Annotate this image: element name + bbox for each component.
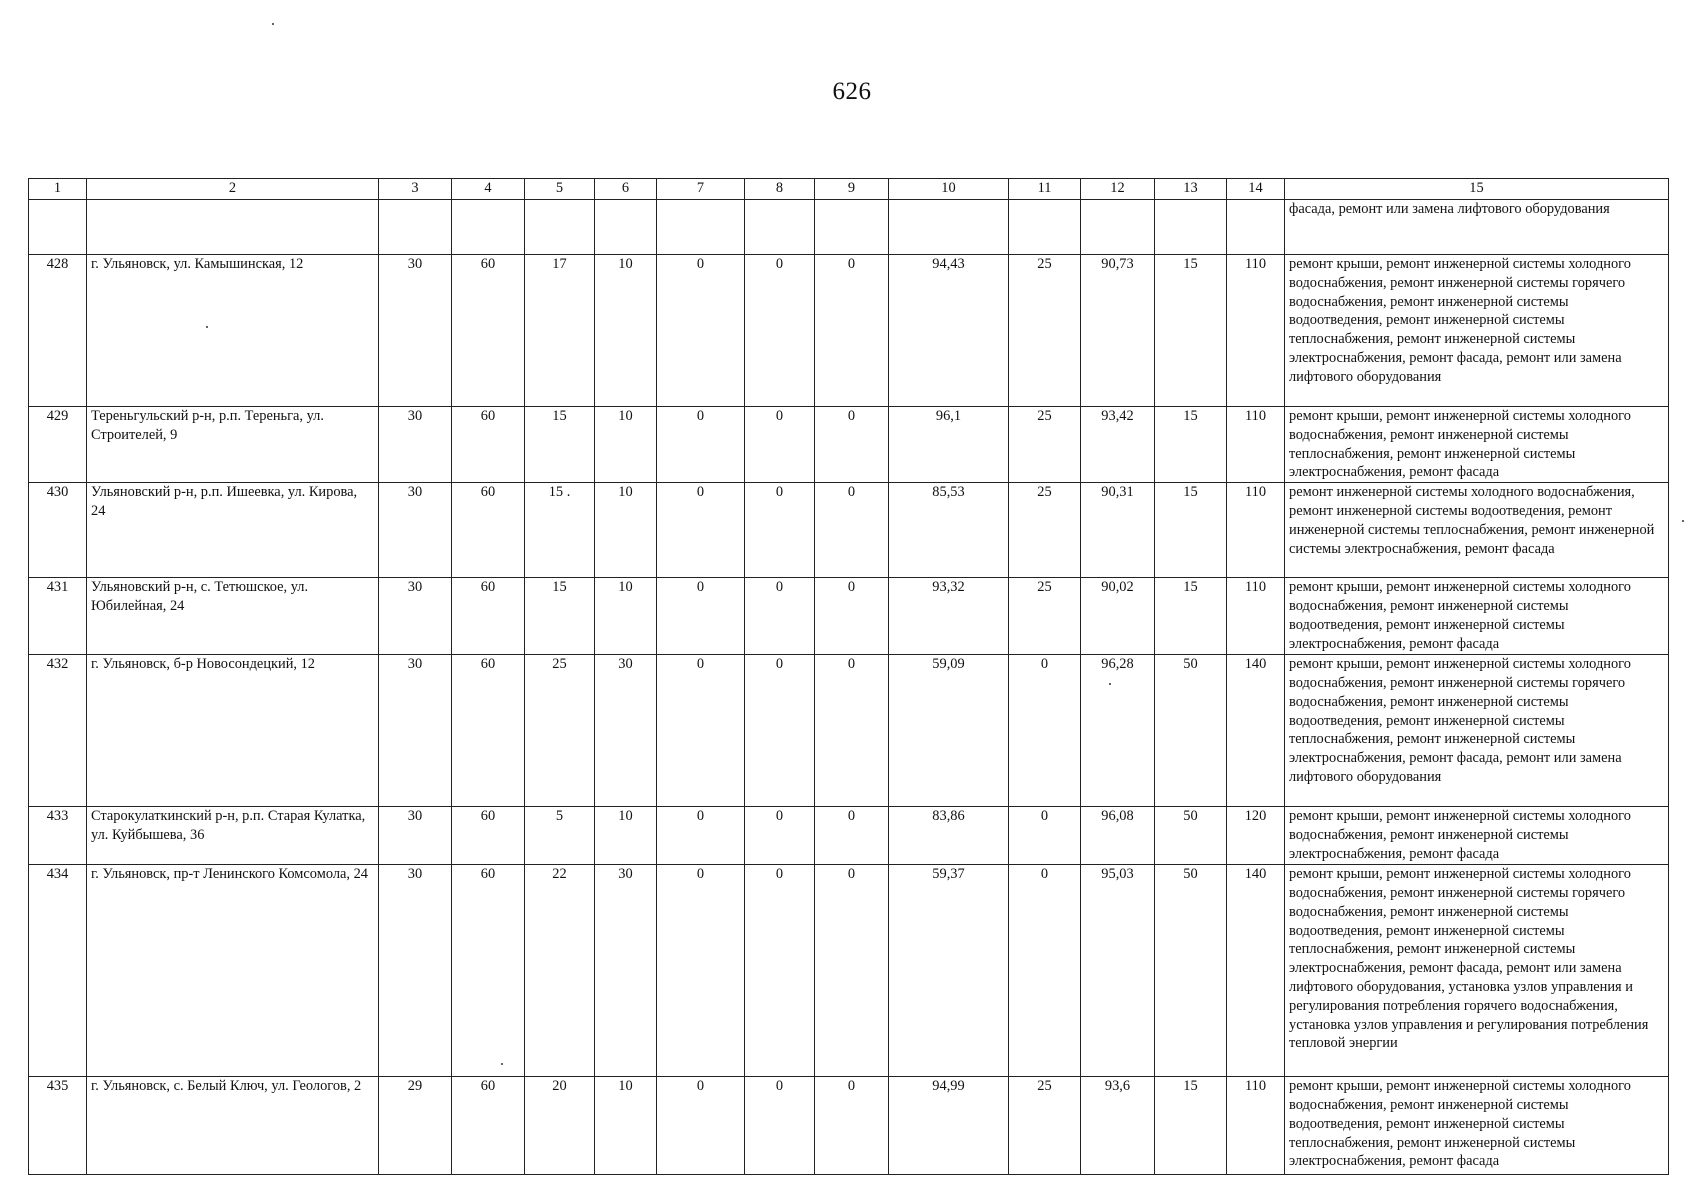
row-number: 433	[29, 807, 87, 865]
value-cell: 93,6	[1081, 1077, 1155, 1175]
value-cell: 0	[745, 407, 815, 483]
column-number: 6	[595, 179, 657, 200]
continuation-row	[29, 200, 1669, 255]
scan-speck	[1682, 520, 1684, 522]
value-cell: 22	[525, 865, 595, 1077]
repair-register-table	[28, 178, 1669, 1175]
value-cell: 60	[452, 483, 525, 578]
value-cell: 10	[595, 578, 657, 655]
value-cell: 25	[525, 655, 595, 807]
value-cell: 90,02	[1081, 578, 1155, 655]
value-cell: 140	[1227, 865, 1285, 1077]
table-row	[29, 655, 1669, 807]
value-cell: 0	[815, 807, 889, 865]
value-cell: 50	[1155, 655, 1227, 807]
address-cell: Старокулаткинский р-н, р.п. Старая Кулатка, ул. Куйбышева, 36	[87, 807, 379, 865]
works-cell: фасада, ремонт или замена лифтового оборудования	[1285, 200, 1669, 255]
page-number: 626	[832, 78, 872, 105]
value-cell: 15	[1155, 578, 1227, 655]
column-number: 7	[657, 179, 745, 200]
address-cell: Тереньгульский р-н, р.п. Тереньга, ул. Строителей, 9	[87, 407, 379, 483]
value-cell: 0	[745, 483, 815, 578]
row-number: 432	[29, 655, 87, 807]
value-cell: 120	[1227, 807, 1285, 865]
value-cell: 25	[1009, 407, 1081, 483]
value-cell: 20	[525, 1077, 595, 1175]
value-cell: 0	[657, 407, 745, 483]
value-cell: 90,73	[1081, 255, 1155, 407]
address-cell: г. Ульяновск, с. Белый Ключ, ул. Геологов, 2	[87, 1077, 379, 1175]
value-cell: 25	[1009, 483, 1081, 578]
table-row	[29, 255, 1669, 407]
value-cell: 10	[595, 407, 657, 483]
row-number: 434	[29, 865, 87, 1077]
value-cell: 0	[815, 1077, 889, 1175]
value-cell: 50	[1155, 807, 1227, 865]
works-cell: ремонт крыши, ремонт инженерной системы холодного водоснабжения, ремонт инженерной системы водоотведения, ремонт инженерной системы теплоснабжения, ремонт инженерной системы электроснабжения, ремонт фасада	[1285, 1077, 1669, 1175]
value-cell: 110	[1227, 1077, 1285, 1175]
column-number: 9	[815, 179, 889, 200]
value-cell: 0	[745, 655, 815, 807]
column-number: 12	[1081, 179, 1155, 200]
value-cell: 25	[1009, 578, 1081, 655]
value-cell: 96,08	[1081, 807, 1155, 865]
value-cell: 15	[1155, 1077, 1227, 1175]
row-number: 429	[29, 407, 87, 483]
address-cell: г. Ульяновск, ул. Камышинская, 12	[87, 255, 379, 407]
works-cell: ремонт инженерной системы холодного водоснабжения, ремонт инженерной системы водоотведения, ремонт инженерной системы теплоснабжения, ремонт инженерной системы электроснабжения, ремонт фасада	[1285, 483, 1669, 578]
works-cell: ремонт крыши, ремонт инженерной системы холодного водоснабжения, ремонт инженерной системы теплоснабжения, ремонт инженерной системы электроснабжения, ремонт фасада	[1285, 407, 1669, 483]
column-number: 15	[1285, 179, 1669, 200]
value-cell: 93,32	[889, 578, 1009, 655]
works-cell: ремонт крыши, ремонт инженерной системы холодного водоснабжения, ремонт инженерной системы водоотведения, ремонт инженерной системы электроснабжения, ремонт фасада	[1285, 578, 1669, 655]
value-cell: 59,37	[889, 865, 1009, 1077]
value-cell: 60	[452, 1077, 525, 1175]
value-cell: 17	[525, 255, 595, 407]
value-cell: 10	[595, 255, 657, 407]
column-number: 5	[525, 179, 595, 200]
value-cell: 0	[657, 483, 745, 578]
value-cell: 110	[1227, 578, 1285, 655]
value-cell: 0	[657, 255, 745, 407]
works-cell: ремонт крыши, ремонт инженерной системы холодного водоснабжения, ремонт инженерной системы горячего водоснабжения, ремонт инженерной системы водоотведения, ремонт инженерной системы теплоснабжения, ремонт инженерной системы электроснабжения, ремонт фасада, ремонт или замена лифтового оборудования, установка узлов управления и регулирования потребления горячего водоснабжения, установка узлов управления и регулирования потребления тепловой энергии	[1285, 865, 1669, 1077]
value-cell: 60	[452, 807, 525, 865]
value-cell: 0	[815, 578, 889, 655]
value-cell: 94,43	[889, 255, 1009, 407]
address-cell: г. Ульяновск, пр-т Ленинского Комсомола, 24	[87, 865, 379, 1077]
works-cell: ремонт крыши, ремонт инженерной системы холодного водоснабжения, ремонт инженерной системы горячего водоснабжения, ремонт инженерной системы водоотведения, ремонт инженерной системы теплоснабжения, ремонт инженерной системы электроснабжения, ремонт фасада, ремонт или замена лифтового оборудования	[1285, 255, 1669, 407]
value-cell: 96,1	[889, 407, 1009, 483]
value-cell: 0	[657, 1077, 745, 1175]
value-cell: 0	[745, 1077, 815, 1175]
value-cell: 0	[1009, 865, 1081, 1077]
value-cell: 0	[815, 255, 889, 407]
value-cell: 90,31	[1081, 483, 1155, 578]
value-cell: 25	[1009, 1077, 1081, 1175]
value-cell: 83,86	[889, 807, 1009, 865]
scan-speck	[272, 23, 274, 25]
table-row	[29, 1077, 1669, 1175]
value-cell: 0	[657, 655, 745, 807]
value-cell: 10	[595, 483, 657, 578]
column-number: 13	[1155, 179, 1227, 200]
value-cell: 0	[815, 483, 889, 578]
value-cell: 0	[745, 255, 815, 407]
value-cell: 30	[379, 655, 452, 807]
column-number: 14	[1227, 179, 1285, 200]
row-number: 428	[29, 255, 87, 407]
value-cell: 85,53	[889, 483, 1009, 578]
value-cell: 15	[1155, 407, 1227, 483]
value-cell: 110	[1227, 255, 1285, 407]
value-cell: 15	[1155, 255, 1227, 407]
address-cell: Ульяновский р-н, р.п. Ишеевка, ул. Кирова, 24	[87, 483, 379, 578]
works-cell: ремонт крыши, ремонт инженерной системы холодного водоснабжения, ремонт инженерной системы горячего водоснабжения, ремонт инженерной системы водоотведения, ремонт инженерной системы теплоснабжения, ремонт инженерной системы электроснабжения, ремонт фасада, ремонт или замена лифтового оборудования	[1285, 655, 1669, 807]
value-cell: 110	[1227, 483, 1285, 578]
table-row	[29, 578, 1669, 655]
value-cell: 0	[657, 578, 745, 655]
works-cell: ремонт крыши, ремонт инженерной системы холодного водоснабжения, ремонт инженерной системы электроснабжения, ремонт фасада	[1285, 807, 1669, 865]
value-cell: 30	[595, 865, 657, 1077]
row-number: 430	[29, 483, 87, 578]
column-number: 3	[379, 179, 452, 200]
row-number: 435	[29, 1077, 87, 1175]
value-cell: 60	[452, 255, 525, 407]
value-cell: 30	[379, 807, 452, 865]
value-cell: 0	[1009, 807, 1081, 865]
value-cell: 93,42	[1081, 407, 1155, 483]
value-cell: 25	[1009, 255, 1081, 407]
value-cell: 0	[657, 865, 745, 1077]
address-cell: г. Ульяновск, б-р Новосондецкий, 12	[87, 655, 379, 807]
column-number: 8	[745, 179, 815, 200]
table-row	[29, 483, 1669, 578]
value-cell: 0	[815, 655, 889, 807]
value-cell: 10	[595, 807, 657, 865]
value-cell: 96,28	[1081, 655, 1155, 807]
value-cell: 30	[379, 407, 452, 483]
value-cell: 29	[379, 1077, 452, 1175]
row-number: 431	[29, 578, 87, 655]
value-cell: 0	[657, 807, 745, 865]
value-cell: 0	[815, 407, 889, 483]
value-cell: 5	[525, 807, 595, 865]
value-cell: 110	[1227, 407, 1285, 483]
value-cell: 30	[595, 655, 657, 807]
value-cell: 94,99	[889, 1077, 1009, 1175]
table-row	[29, 407, 1669, 483]
value-cell: 140	[1227, 655, 1285, 807]
column-number-row	[29, 179, 1669, 200]
value-cell: 10	[595, 1077, 657, 1175]
column-number: 11	[1009, 179, 1081, 200]
value-cell: 60	[452, 578, 525, 655]
value-cell: 60	[452, 655, 525, 807]
value-cell: 15	[525, 407, 595, 483]
column-number: 4	[452, 179, 525, 200]
column-number: 2	[87, 179, 379, 200]
value-cell: 30	[379, 865, 452, 1077]
value-cell: 0	[1009, 655, 1081, 807]
value-cell: 60	[452, 865, 525, 1077]
value-cell: 95,03	[1081, 865, 1155, 1077]
value-cell: 30	[379, 255, 452, 407]
column-number: 10	[889, 179, 1009, 200]
value-cell: 0	[745, 578, 815, 655]
value-cell: 0	[815, 865, 889, 1077]
column-number: 1	[29, 179, 87, 200]
value-cell: 15	[1155, 483, 1227, 578]
value-cell: 15	[525, 578, 595, 655]
value-cell: 50	[1155, 865, 1227, 1077]
value-cell: 30	[379, 483, 452, 578]
value-cell: 0	[745, 865, 815, 1077]
address-cell: Ульяновский р-н, с. Тетюшское, ул. Юбилейная, 24	[87, 578, 379, 655]
value-cell: 60	[452, 407, 525, 483]
value-cell: 0	[745, 807, 815, 865]
table-row	[29, 807, 1669, 865]
table-row	[29, 865, 1669, 1077]
value-cell: 30	[379, 578, 452, 655]
value-cell: 15 .	[525, 483, 595, 578]
value-cell: 59,09	[889, 655, 1009, 807]
